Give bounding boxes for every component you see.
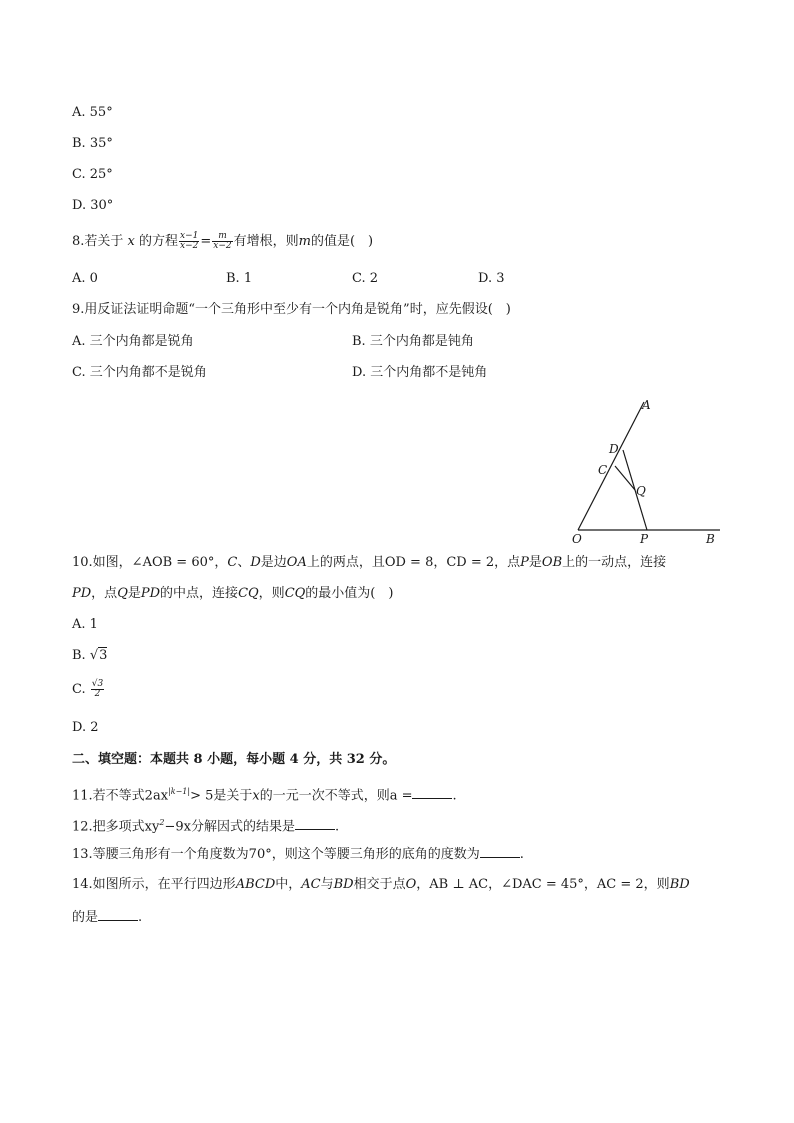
q9-option-b: B. 三个内角都是钝角 [352, 334, 474, 349]
q9-option-a: A. 三个内角都是锐角 [72, 334, 194, 349]
label-b: B [706, 532, 715, 546]
q8-fraction-left: $\frac{x-1}{x-2}$ [180, 231, 199, 251]
q10-option-c: C. $\frac{√3}{2}$ [72, 679, 104, 699]
q8-option-c: C. 2 [352, 271, 379, 286]
q10-option-a: A. 1 [72, 617, 98, 632]
section-2-heading: 二、填空题：本题共 8 小题，每小题 4 分，共 32 分。 [72, 752, 396, 767]
q9-option-c: C. 三个内角都不是锐角 [72, 365, 207, 380]
q10-stem-line1: 10.如图，∠AOB = 60°，C、D是边OA上的两点，且OD = 8，CD = 2，点P是OB上的一动点，连接 [72, 555, 667, 570]
q12-stem: 12.把多项式$xy^2-9x$分解因式的结果是 . [72, 818, 340, 835]
sqrt-symbol: √ [89, 648, 99, 663]
q7-option-c: C. 25° [72, 167, 113, 182]
q7-option-b: B. 35° [72, 136, 113, 151]
q8-stem: 8.若关于 x 的方程 $\frac{x-1}{x-2}$ = $\frac{m}{x-2}$ 有增根，则m的值是( ) [72, 231, 374, 251]
label-q: Q [636, 484, 646, 498]
q8-option-a: A. 0 [72, 271, 98, 286]
q10-stem-line2: PD，点Q是PD的中点，连接CQ，则CQ的最小值为( ) [72, 586, 394, 601]
geometry-figure [560, 392, 730, 547]
ray-oa [578, 402, 644, 530]
q11-stem: 11.若不等式$2ax^{|k-1|}> 5$是关于x的一元一次不等式，则a = . [72, 787, 457, 804]
q7-option-a: A. 55° [72, 105, 113, 120]
label-d: D [609, 442, 619, 456]
q12-answer-blank [295, 817, 335, 830]
q7-option-d: D. 30° [72, 198, 114, 213]
q8-option-b: B. 1 [226, 271, 253, 286]
q10-option-d: D. 2 [72, 720, 99, 735]
q9-stem: 9.用反证法证明命题“一个三角形中至少有一个内角是锐角”时，应先假设( ) [72, 302, 511, 317]
q14-stem-line2: 的是 . [72, 910, 143, 925]
q14-stem-line1: 14.如图所示，在平行四边形ABCD中，AC与BD相交于点O，AB ⊥ AC，∠DAC = 45°，AC = 2，则BD [72, 877, 690, 892]
label-p: P [640, 532, 649, 546]
q11-answer-blank [412, 786, 452, 799]
q14-answer-blank [98, 908, 138, 921]
q13-answer-blank [480, 845, 520, 858]
q13-stem: 13.等腰三角形有一个角度数为70°，则这个等腰三角形的底角的度数为 . [72, 847, 524, 862]
q10-option-c-fraction: $\frac{√3}{2}$ [91, 679, 104, 699]
q8-option-d: D. 3 [478, 271, 505, 286]
q10-option-b: B. √3 [72, 648, 108, 663]
label-o: O [572, 532, 582, 546]
q9-option-d: D. 三个内角都不是钝角 [352, 365, 488, 380]
label-c: C [598, 463, 608, 477]
label-a: A [642, 398, 651, 412]
q8-fraction-right: $\frac{m}{x-2}$ [213, 231, 232, 251]
